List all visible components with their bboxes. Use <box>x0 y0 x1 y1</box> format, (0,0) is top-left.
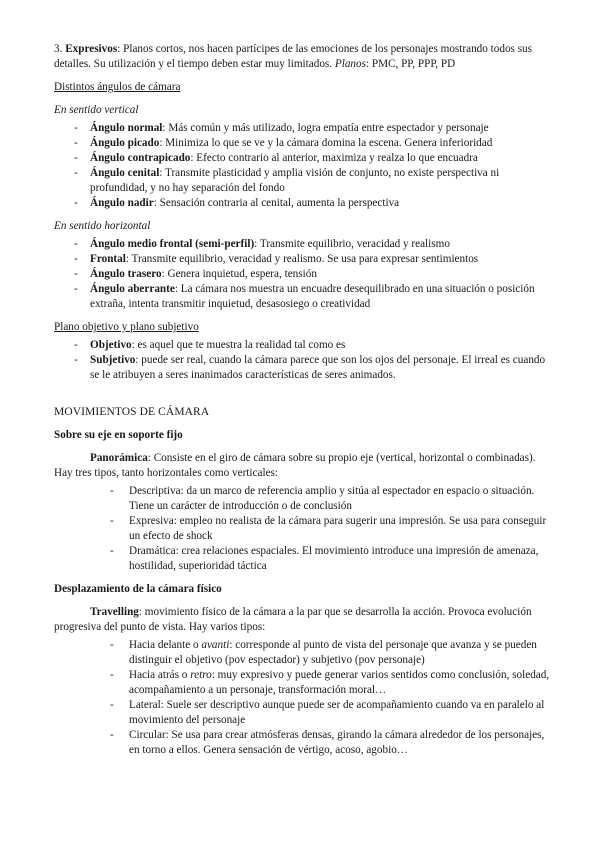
panoramica-term: Panorámica <box>90 452 148 464</box>
movimientos-heading: MOVIMIENTOS DE CÁMARA <box>54 406 210 418</box>
item-term: Ángulo contrapicado <box>90 152 191 164</box>
list-item <box>54 698 550 728</box>
travelling-list <box>54 638 550 758</box>
item-em: avanti <box>201 639 230 651</box>
list-item <box>54 166 550 196</box>
list-item <box>54 252 550 267</box>
list-item <box>54 353 550 383</box>
item-pre: Hacia delante o <box>129 639 202 651</box>
item-term: Objetivo <box>90 339 132 351</box>
item-text: : Genera inquietud, espera, tensión <box>161 268 317 280</box>
panoramica-list <box>54 484 550 574</box>
plano-objetivo-heading: Plano objetivo y plano subjetivo <box>54 321 199 333</box>
item-term: Ángulo medio frontal (semi-perfil) <box>90 238 255 250</box>
item-text: : Transmite plasticidad y amplia visión de conjunto, no existe perspectiva ni profundidad, y no hay separación del fondo <box>90 167 500 194</box>
list-item <box>54 196 550 211</box>
travelling-text: : movimiento físico de la cámara a la par que se desarrolla la acción. Provoca evolución progresiva del punto de vista. Hay varios tipos: <box>54 606 532 633</box>
list-item <box>54 728 550 758</box>
planos-label: Planos <box>334 58 366 70</box>
list-item: - Expresiva: empleo no realista de la cámara para sugerir una impresión. Se usa para conseguir un efecto de shock <box>54 514 550 544</box>
item-term: Ángulo trasero <box>90 268 162 280</box>
item-term: Ángulo aberrante <box>90 283 175 295</box>
list-item: - Dramática: crea relaciones espaciales. El movimiento introduce una impresión de amenaza, hostilidad, superioridad táctica <box>54 544 550 574</box>
travelling-paragraph <box>54 605 550 635</box>
list-item <box>54 638 550 668</box>
expresivos-number: 3. <box>54 43 63 55</box>
item-text: : Efecto contrario al anterior, maximiza y realza lo que encuadra <box>190 152 478 164</box>
item-post: : muy expresivo y puede generar varios sentidos como conclusión, soledad, acompañamiento a un personaje, transformación moral… <box>129 669 550 696</box>
vertical-heading: En sentido vertical <box>54 104 139 116</box>
soporte-fijo-heading: Sobre su eje en soporte fijo <box>54 429 183 441</box>
item-pre: Circular: Se usa para crear atmósferas densas, girando la cámara alrededor de los personajes, en torno a ellos. Genera sensación de vértigo, acoso, agobio… <box>129 729 545 756</box>
list-item <box>54 151 550 166</box>
vertical-list <box>54 121 550 211</box>
list-item <box>54 267 550 282</box>
item-text: : Transmite equilibrio, veracidad y realismo. Se usa para expresar sentimientos <box>125 253 479 265</box>
item-text: : Sensación contraria al cenital, aumenta la perspectiva <box>153 197 400 209</box>
planos-list: : PMC, PP, PPP, PD <box>365 58 456 70</box>
item-term: Ángulo normal <box>90 122 163 134</box>
panoramica-paragraph <box>54 451 550 481</box>
panoramica-text: : Consiste en el giro de cámara sobre su propio eje (vertical, horizontal o combinadas). Hay tres tipos, tanto horizontales como verticales: <box>54 452 536 479</box>
item-text: : Transmite equilibrio, veracidad y realismo <box>254 238 450 250</box>
desplazamiento-heading: Desplazamiento de la cámara físico <box>54 583 222 595</box>
plano-objetivo-list <box>54 338 550 383</box>
item-pre: Lateral: Suele ser descriptivo aunque puede ser de acompañamiento cuando va en paralelo al movimiento del personaje <box>129 699 545 726</box>
list-item <box>54 282 550 312</box>
item-term: Ángulo picado <box>90 137 160 149</box>
list-item <box>54 668 550 698</box>
item-text: : Más común y más utilizado, logra empatía entre espectador y personaje <box>162 122 489 134</box>
item-em: retro <box>190 669 212 681</box>
list-item: - Descriptiva: da un marco de referencia amplio y sitúa al espectador en espacio o situación. Tiene un carácter de introducción o de conclusión <box>54 484 550 514</box>
item-term: Ángulo nadir <box>90 197 154 209</box>
list-item <box>54 237 550 252</box>
item-term: Frontal <box>90 253 126 265</box>
item-term: Subjetivo <box>90 354 136 366</box>
list-item <box>54 136 550 151</box>
item-term: Ángulo cenital <box>90 167 160 179</box>
expresivos-text: : Planos cortos, nos hacen partícipes de las emociones de los personajes mostrando todos sus detalles. Su utilización y el tiempo deben estar muy limitados. <box>54 43 532 70</box>
item-text: : es aquel que te muestra la realidad tal como es <box>131 339 346 351</box>
list-item <box>54 121 550 136</box>
horizontal-heading: En sentido horizontal <box>54 220 151 232</box>
item-text: : puede ser real, cuando la cámara parece que son los ojos del personaje. El irreal es cuando se le atribuyen a seres inanimados características de seres animados. <box>90 354 546 381</box>
expresivos-term: Expresivos <box>65 43 118 55</box>
item-pre: Hacia atrás o <box>129 669 191 681</box>
item-text: : La cámara nos muestra un encuadre desequilibrado en una situación o posición extraña, intenta transmitir inquietud, desasosiego o creatividad <box>90 283 535 310</box>
expresivos-paragraph <box>54 42 550 72</box>
angulos-heading: Distintos ángulos de cámara <box>54 81 181 93</box>
item-text: : Minimiza lo que se ve y la cámara domina la escena. Genera inferioridad <box>159 137 493 149</box>
travelling-term: Travelling <box>90 606 139 618</box>
item-post: : corresponde al punto de vista del personaje que avanza y se pueden distinguir el objetivo (pov espectador) y subjetivo (pov personaje) <box>129 639 537 666</box>
horizontal-list <box>54 237 550 312</box>
list-item <box>54 338 550 353</box>
